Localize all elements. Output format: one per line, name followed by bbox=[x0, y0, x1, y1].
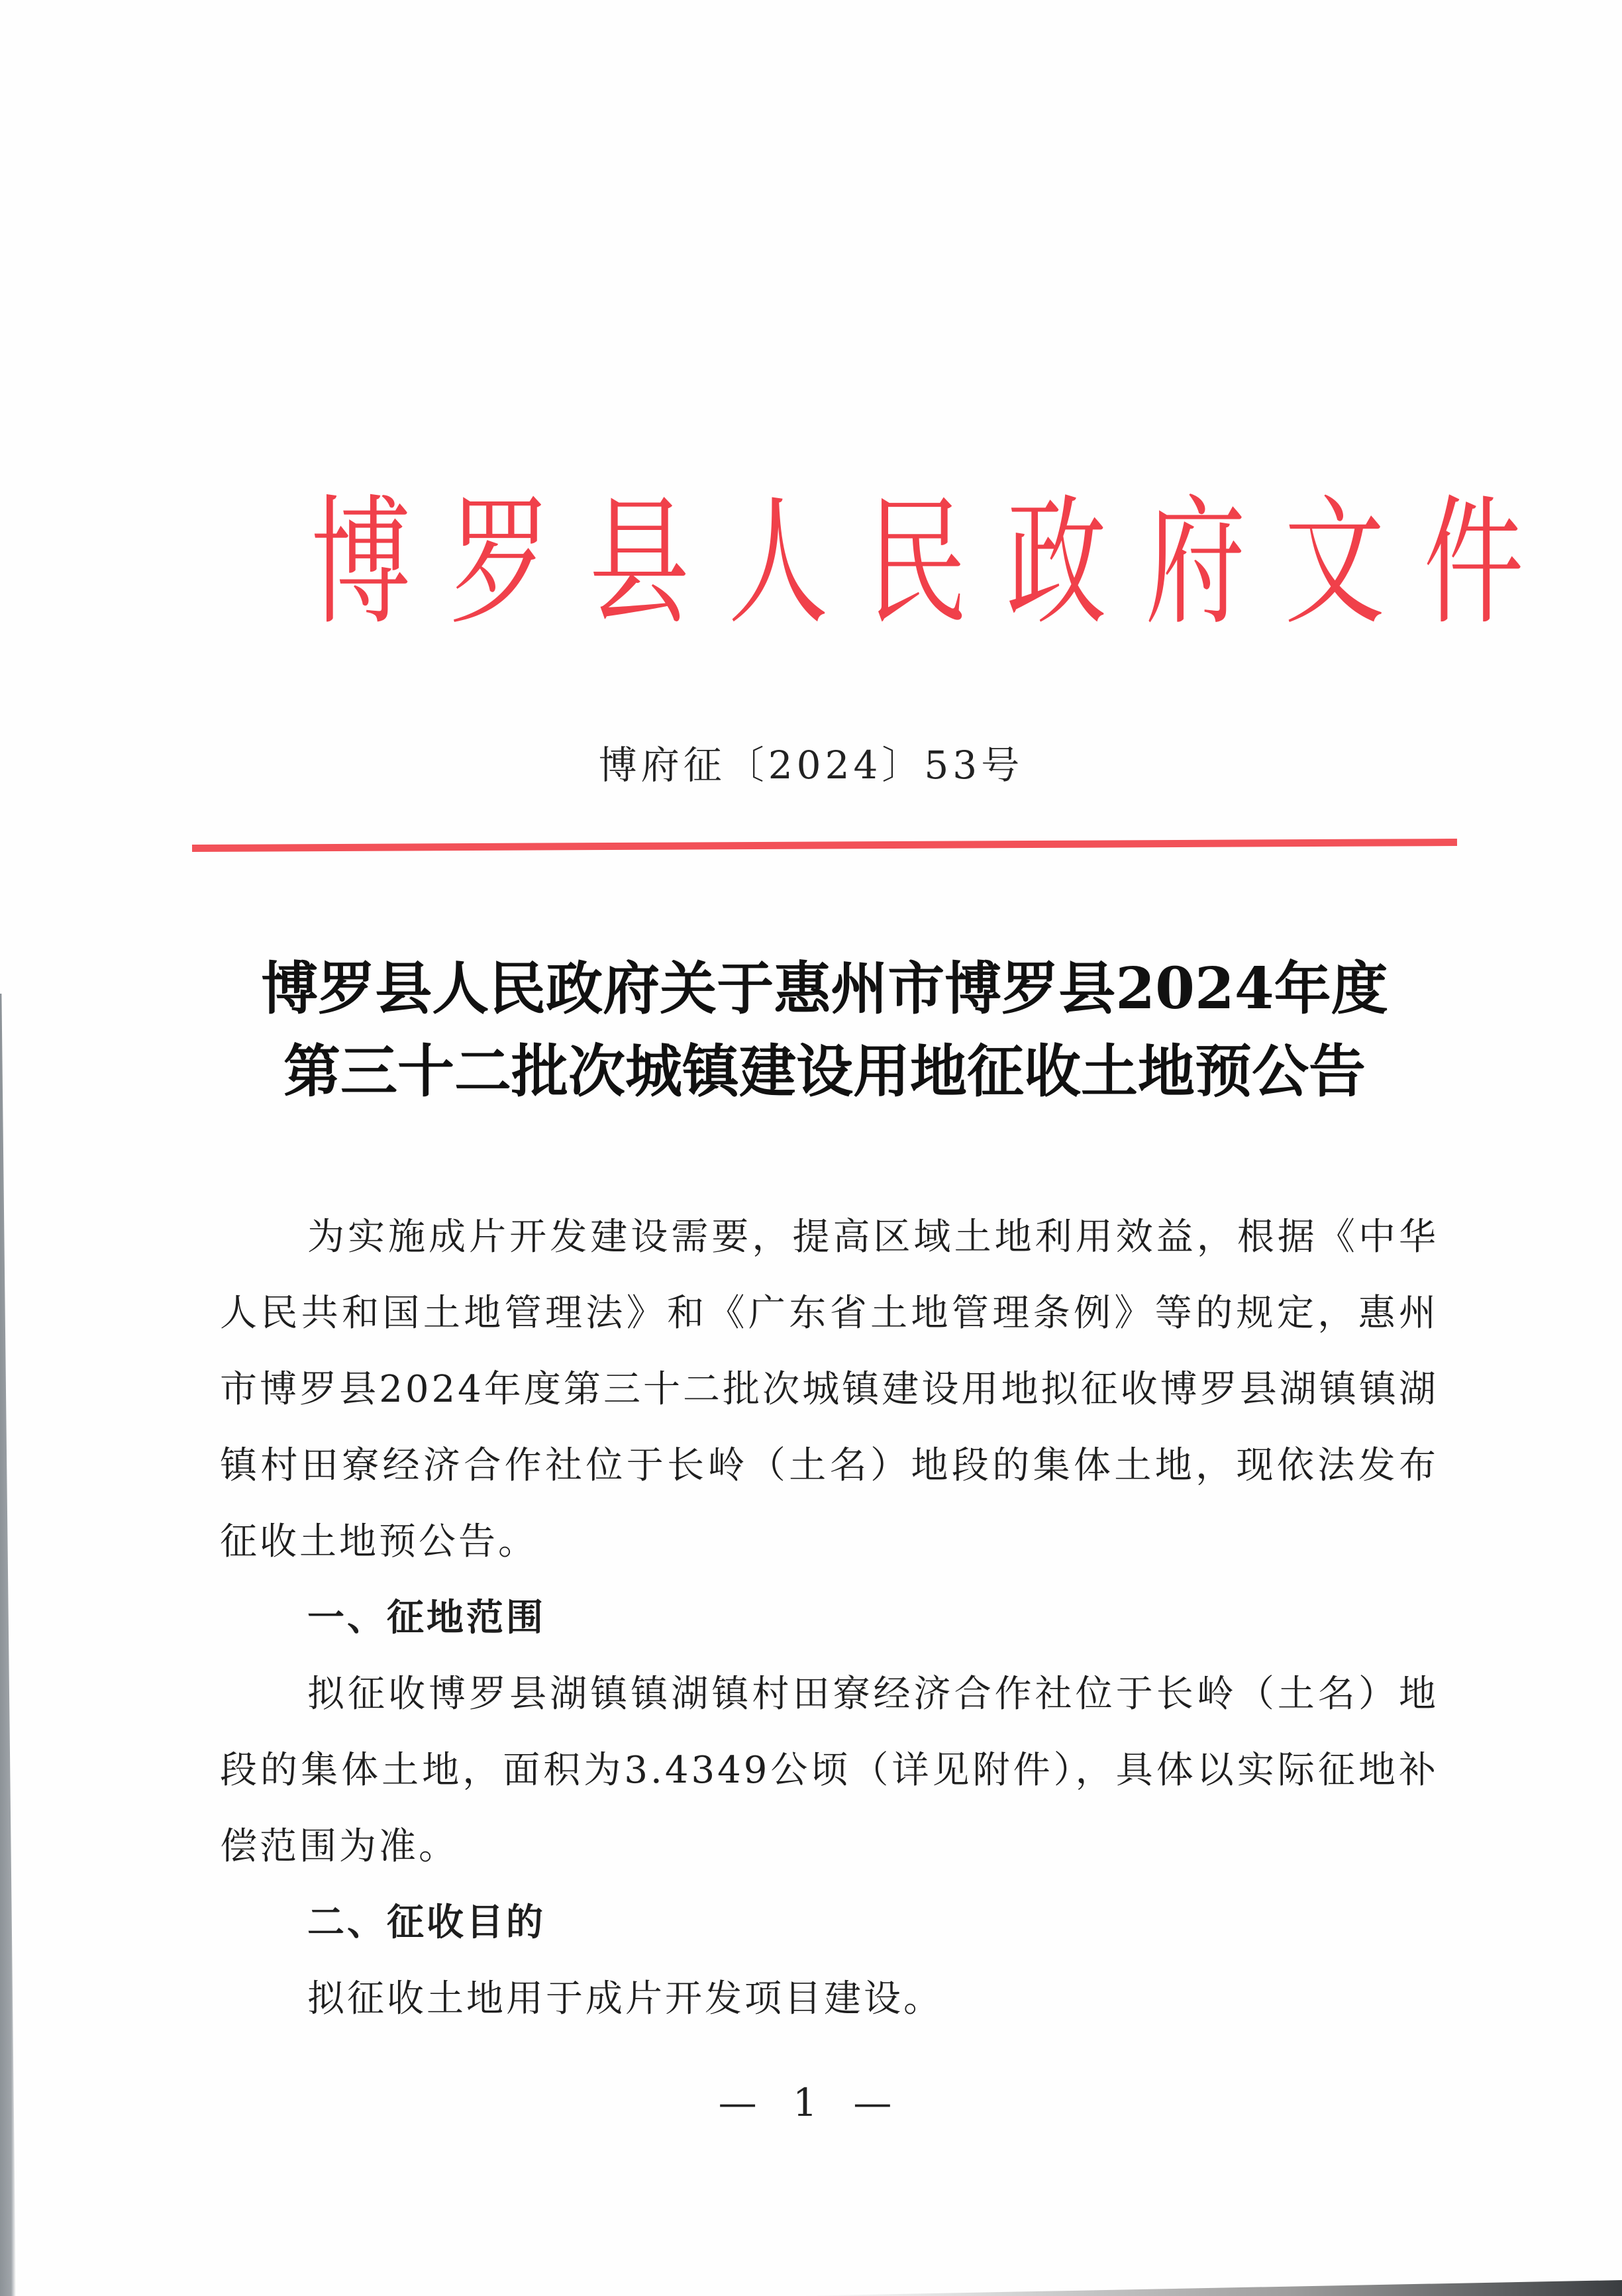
red-masthead bbox=[291, 482, 1524, 644]
document-body bbox=[220, 1199, 1439, 2037]
masthead-char: 县 bbox=[589, 482, 689, 644]
masthead-char: 件 bbox=[1423, 482, 1524, 644]
masthead-char: 博 bbox=[311, 482, 411, 644]
masthead-char: 府 bbox=[1145, 482, 1246, 644]
title-line-2: 第三十二批次城镇建设用地征收土地预公告 bbox=[283, 1038, 1366, 1105]
red-separator-line bbox=[192, 839, 1457, 852]
section-text-scope: 拟征收博罗县湖镇镇湖镇村田寮经济合作社位于长岭（土名）地段的集体土地，面积为3.4349公顷（详见附件），具体以实际征地补偿范围为准。 bbox=[220, 1673, 1439, 1868]
masthead-char: 政 bbox=[1006, 482, 1107, 644]
masthead-char: 罗 bbox=[450, 482, 550, 644]
title-line-1: 博罗县人民政府关于惠州市博罗县2024年度 bbox=[261, 955, 1388, 1022]
masthead-char: 民 bbox=[867, 482, 968, 644]
scan-bottom-shadow bbox=[795, 2280, 1622, 2296]
page-number: — 1 — bbox=[718, 2080, 904, 2125]
document-number: 博府征〔2024〕53号 bbox=[598, 743, 1024, 788]
masthead-char: 文 bbox=[1284, 482, 1385, 644]
section-text-purpose: 拟征收土地用于成片开发项目建设。 bbox=[307, 1977, 943, 2020]
masthead-char: 人 bbox=[728, 482, 829, 644]
section-heading-purpose: 二、征收目的 bbox=[307, 1901, 546, 1944]
section-heading-scope: 一、征地范围 bbox=[307, 1596, 546, 1640]
intro-paragraph: 为实施成片开发建设需要，提高区域土地利用效益，根据《中华人民共和国土地管理法》和《广东省土地管理条例》等的规定，惠州市博罗县2024年度第三十二批次城镇建设用地拟征收博罗县湖镇镇湖镇村田寮经济合作社位于长岭（土名）地段的集体土地，现依法发布征收土地预公告。 bbox=[220, 1216, 1439, 1563]
document-title bbox=[219, 947, 1431, 1113]
